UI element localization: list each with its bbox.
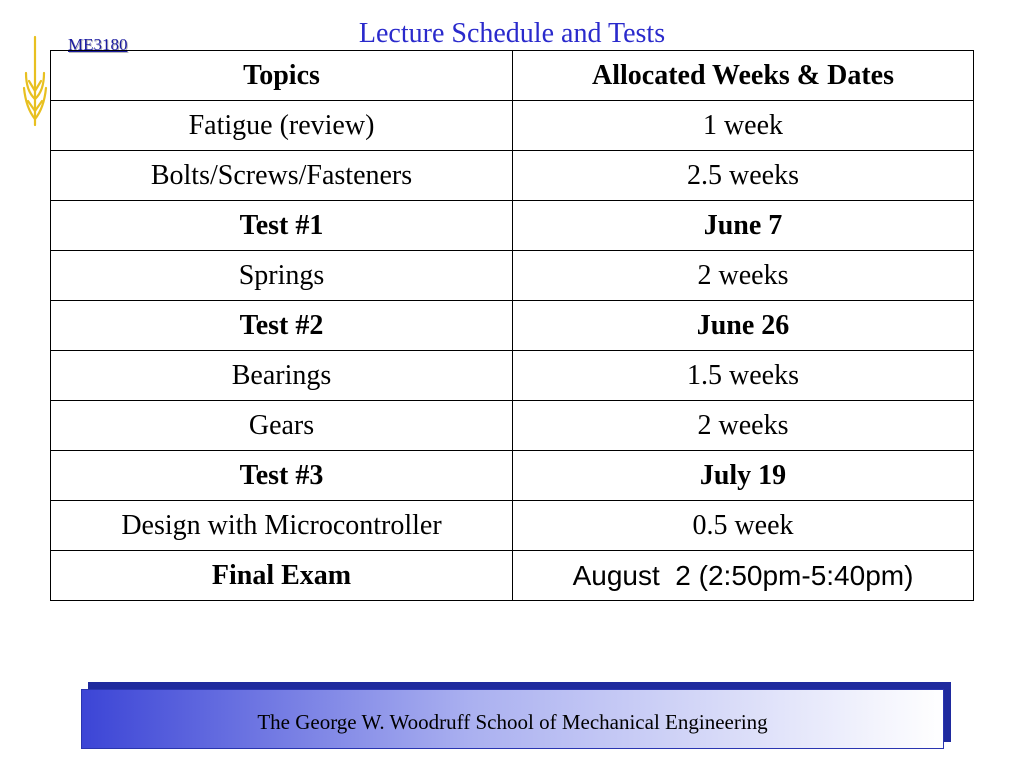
topic-cell: Test #3 — [51, 451, 513, 501]
topic-cell: Fatigue (review) — [51, 101, 513, 151]
table-row — [51, 201, 974, 251]
topic-cell: Gears — [51, 401, 513, 451]
topic-cell: Final Exam — [51, 551, 513, 601]
table-row — [51, 551, 974, 601]
column-header-allocation: Allocated Weeks & Dates — [513, 51, 974, 101]
allocation-cell: June 7 — [513, 201, 974, 251]
table-row — [51, 351, 974, 401]
allocation-cell: 2 weeks — [513, 251, 974, 301]
topic-cell: Bearings — [51, 351, 513, 401]
course-code: ME3180 — [68, 35, 128, 54]
allocation-cell: July 19 — [513, 451, 974, 501]
footer-banner — [81, 689, 944, 749]
table-header-row — [51, 51, 974, 101]
footer-text: The George W. Woodruff School of Mechanical Engineering — [257, 710, 768, 734]
table-row — [51, 451, 974, 501]
allocation-cell: June 26 — [513, 301, 974, 351]
topic-cell: Springs — [51, 251, 513, 301]
schedule-table — [50, 50, 974, 601]
allocation-cell: 2.5 weeks — [513, 151, 974, 201]
topic-cell: Test #2 — [51, 301, 513, 351]
allocation-cell: 1 week — [513, 101, 974, 151]
topic-cell: Bolts/Screws/Fasteners — [51, 151, 513, 201]
table-row — [51, 501, 974, 551]
topic-cell: Design with Microcontroller — [51, 501, 513, 551]
table-row — [51, 251, 974, 301]
topic-cell: Test #1 — [51, 201, 513, 251]
table-row — [51, 151, 974, 201]
allocation-cell: 0.5 week — [513, 501, 974, 551]
allocation-cell: August 2 (2:50pm-5:40pm) — [513, 551, 974, 601]
column-header-topics: Topics — [51, 51, 513, 101]
allocation-cell: 1.5 weeks — [513, 351, 974, 401]
slide-title: Lecture Schedule and Tests — [358, 18, 666, 49]
table-row — [51, 301, 974, 351]
table-row — [51, 101, 974, 151]
allocation-cell: 2 weeks — [513, 401, 974, 451]
table-row — [51, 401, 974, 451]
